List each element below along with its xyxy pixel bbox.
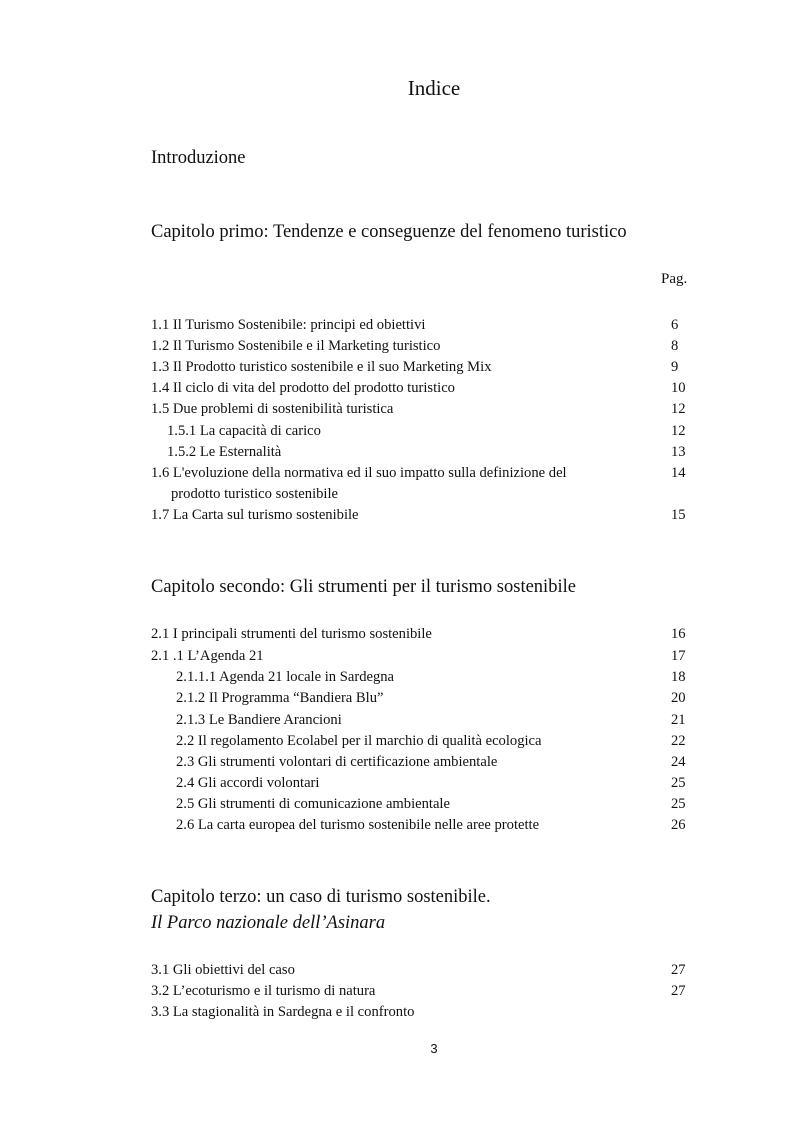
toc-page-2-1: 16 [671,626,686,642]
toc-page-2-1-2: 20 [671,690,686,706]
toc-entry-3-3: 3.3 La stagionalità in Sardegna e il confronto [151,1004,415,1020]
toc-entry-2-5: 2.5 Gli strumenti di comunicazione ambientale [176,796,450,812]
toc-entry-1-5-1: 1.5.1 La capacità di carico [167,423,321,439]
toc-page-1-6: 14 [671,465,686,481]
introduction-heading: Introduzione [151,148,246,168]
page-column-label: Pag. [661,271,688,287]
toc-entry-2-2: 2.2 Il regolamento Ecolabel per il marchio di qualità ecologica [176,733,542,749]
toc-page-2-3: 24 [671,754,686,770]
toc-page-1-4: 10 [671,380,686,396]
toc-page-3-2: 27 [671,983,686,999]
toc-page-2-5: 25 [671,796,686,812]
toc-entry-2-1-3: 2.1.3 Le Bandiere Arancioni [176,712,342,728]
toc-page-1-5-1: 12 [671,423,686,439]
index-title: Indice [407,76,461,100]
toc-page-2-1-1: 17 [671,648,686,664]
toc-page-1-5-2: 13 [671,444,686,460]
toc-page-2-2: 22 [671,733,686,749]
toc-page-2-4: 25 [671,775,686,791]
toc-entry-1-6: 1.6 L'evoluzione della normativa ed il suo impatto sulla definizione del [151,465,567,481]
toc-entry-2-1-1: 2.1 .1 L’Agenda 21 [151,648,264,664]
toc-page-1-1: 6 [671,317,679,333]
toc-entry-2-3: 2.3 Gli strumenti volontari di certificazione ambientale [176,754,498,770]
chapter-3-subheading: Il Parco nazionale dell’Asinara [151,913,386,933]
toc-entry-3-1: 3.1 Gli obiettivi del caso [151,962,295,978]
chapter-3-heading: Capitolo terzo: un caso di turismo sostenibile. [151,887,491,907]
toc-entry-1-4: 1.4 Il ciclo di vita del prodotto del prodotto turistico [151,380,455,396]
toc-entry-1-2: 1.2 Il Turismo Sostenibile e il Marketing turistico [151,338,441,354]
toc-page-1-5: 12 [671,401,686,417]
toc-page-1-3: 9 [671,359,679,375]
toc-entry-1-7: 1.7 La Carta sul turismo sostenibile [151,507,359,523]
toc-entry-1-5: 1.5 Due problemi di sostenibilità turistica [151,401,394,417]
toc-entry-1-6-continuation: prodotto turistico sostenibile [171,486,339,502]
chapter-1-heading: Capitolo primo: Tendenze e conseguenze del fenomeno turistico [151,222,627,242]
toc-entry-2-1-2: 2.1.2 Il Programma “Bandiera Blu” [176,690,384,706]
page-number: 3 [430,1041,438,1056]
toc-entry-3-2: 3.2 L’ecoturismo e il turismo di natura [151,983,376,999]
toc-page-3-1: 27 [671,962,686,978]
toc-page-1-7: 15 [671,507,686,523]
toc-entry-1-3: 1.3 Il Prodotto turistico sostenibile e il suo Marketing Mix [151,359,492,375]
chapter-2-heading: Capitolo secondo: Gli strumenti per il turismo sostenibile [151,577,576,597]
toc-entry-1-5-2: 1.5.2 Le Esternalità [167,444,282,460]
toc-entry-2-6: 2.6 La carta europea del turismo sostenibile nelle aree protette [176,817,540,833]
toc-page-2-1-1-1: 18 [671,669,686,685]
toc-entry-2-4: 2.4 Gli accordi volontari [176,775,320,791]
toc-page-2-6: 26 [671,817,686,833]
toc-page-2-1-3: 21 [671,712,686,728]
toc-entry-1-1: 1.1 Il Turismo Sostenibile: principi ed obiettivi [151,317,426,333]
toc-page-1-2: 8 [671,338,679,354]
toc-entry-2-1: 2.1 I principali strumenti del turismo sostenibile [151,626,432,642]
toc-entry-2-1-1-1: 2.1.1.1 Agenda 21 locale in Sardegna [176,669,395,685]
